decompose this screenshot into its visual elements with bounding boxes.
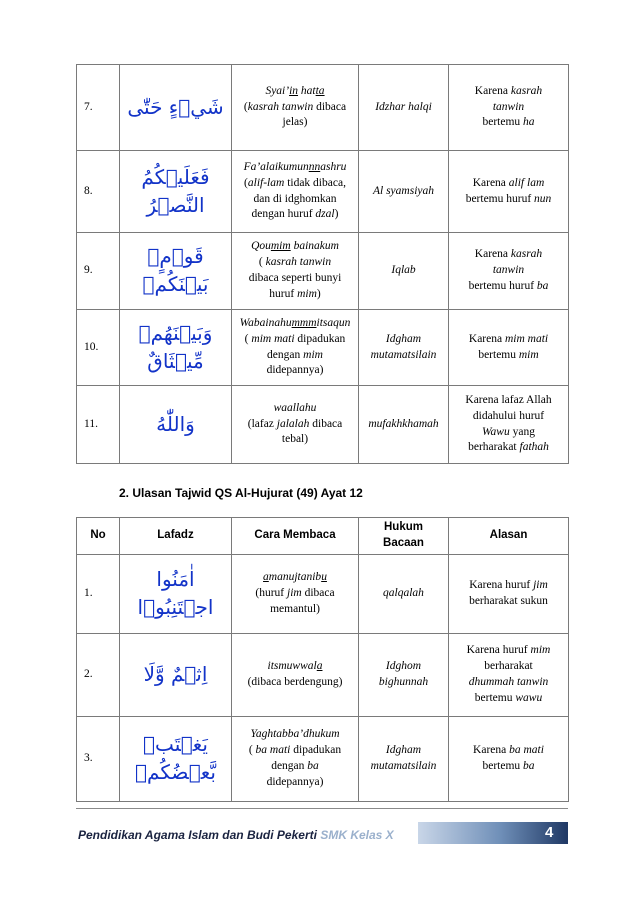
table-row	[77, 233, 569, 310]
cara-membaca: amanujtanibu (huruf jim dibaca memantul)	[232, 554, 359, 633]
row-number: 7.	[77, 65, 120, 151]
cara-membaca: Qoumim bainakum ( kasrah tanwin dibaca seperti bunyi huruf mim)	[232, 233, 359, 310]
header-cara-membaca: Cara Membaca	[232, 518, 359, 555]
cara-membaca: Fa’alaikumunnnashru (alif-lam tidak dibaca, dan di idghomkan dengan huruf dzal)	[232, 151, 359, 233]
header-alasan: Alasan	[449, 518, 569, 555]
arabic-lafadz: وَاللّٰهُ	[120, 386, 232, 464]
alasan: Karena huruf mim berharakat dhummah tanwin bertemu wawu	[449, 633, 569, 716]
arabic-lafadz: يَغۡتَبۡ بَّعۡضُكُمۡ	[120, 716, 232, 801]
alasan: Karena kasrah tanwin bertemu huruf ba	[449, 233, 569, 310]
arabic-lafadz: فَعَلَيۡكُمُ النَّصۡرُ	[120, 151, 232, 233]
book-title: Pendidikan Agama Islam dan Budi Pekerti	[78, 828, 317, 842]
alasan: Karena alif lam bertemu huruf nun	[449, 151, 569, 233]
table-row	[77, 633, 569, 716]
header-lafadz: Lafadz	[120, 518, 232, 555]
cara-membaca: Syai’in hatta (kasrah tanwin dibaca jelas)	[232, 65, 359, 151]
table-row	[77, 65, 569, 151]
alasan: Karena ba mati bertemu ba	[449, 716, 569, 801]
page-number: 4	[545, 824, 554, 841]
arabic-lafadz: قَوۡمٍۢ بَيۡنَكُمۡ	[120, 233, 232, 310]
row-number: 9.	[77, 233, 120, 310]
cara-membaca: Yaghtabba’dhukum ( ba mati dipadukan dengan ba didepannya)	[232, 716, 359, 801]
arabic-lafadz: شَيۡءٍ حَتّٰى	[120, 65, 232, 151]
tajwid-table-2	[76, 517, 569, 802]
arabic-lafadz: اٰمَنُوا اجۡتَنِبُوۡا	[120, 554, 232, 633]
cara-membaca: itsmuwwala (dibaca berdengung)	[232, 633, 359, 716]
table-row	[77, 310, 569, 386]
cara-membaca: Wabainahummmitsaqun ( mim mati dipadukan dengan mim didepannya)	[232, 310, 359, 386]
cara-membaca: waallahu (lafaz jalalah dibaca tebal)	[232, 386, 359, 464]
hukum-bacaan: Iqlab	[359, 233, 449, 310]
footer-title	[78, 828, 394, 842]
book-subtitle: SMK Kelas X	[320, 828, 394, 842]
alasan: Karena mim mati bertemu mim	[449, 310, 569, 386]
hukum-bacaan: qalqalah	[359, 554, 449, 633]
alasan: Karena lafaz Allah didahului huruf Wawu yang berharakat fathah	[449, 386, 569, 464]
row-number: 3.	[77, 716, 120, 801]
alasan: Karena kasrah tanwin bertemu ha	[449, 65, 569, 151]
header-no: No	[77, 518, 120, 555]
hukum-bacaan: Al syamsiyah	[359, 151, 449, 233]
row-number: 1.	[77, 554, 120, 633]
alasan: Karena huruf jim berharakat sukun	[449, 554, 569, 633]
arabic-lafadz: وَبَيۡنَهُمۡ مِّيۡثَاقٌ	[120, 310, 232, 386]
row-number: 11.	[77, 386, 120, 464]
hukum-bacaan: Idgham mutamatsilain	[359, 716, 449, 801]
row-number: 8.	[77, 151, 120, 233]
hukum-bacaan: Idghom bighunnah	[359, 633, 449, 716]
hukum-bacaan: mufakhkhamah	[359, 386, 449, 464]
row-number: 10.	[77, 310, 120, 386]
table-row	[77, 151, 569, 233]
table-row	[77, 716, 569, 801]
hukum-bacaan: Idzhar halqi	[359, 65, 449, 151]
footer-divider	[76, 808, 568, 809]
tajwid-table-1	[76, 64, 569, 464]
arabic-lafadz: اِثۡمٌ وَّلَا	[120, 633, 232, 716]
table-row	[77, 386, 569, 464]
table-header-row	[77, 518, 569, 555]
row-number: 2.	[77, 633, 120, 716]
table-row	[77, 554, 569, 633]
section-heading: 2. Ulasan Tajwid QS Al-Hujurat (49) Ayat 12	[119, 486, 363, 500]
header-hukum-bacaan: Hukum Bacaan	[359, 518, 449, 555]
hukum-bacaan: Idgham mutamatsilain	[359, 310, 449, 386]
